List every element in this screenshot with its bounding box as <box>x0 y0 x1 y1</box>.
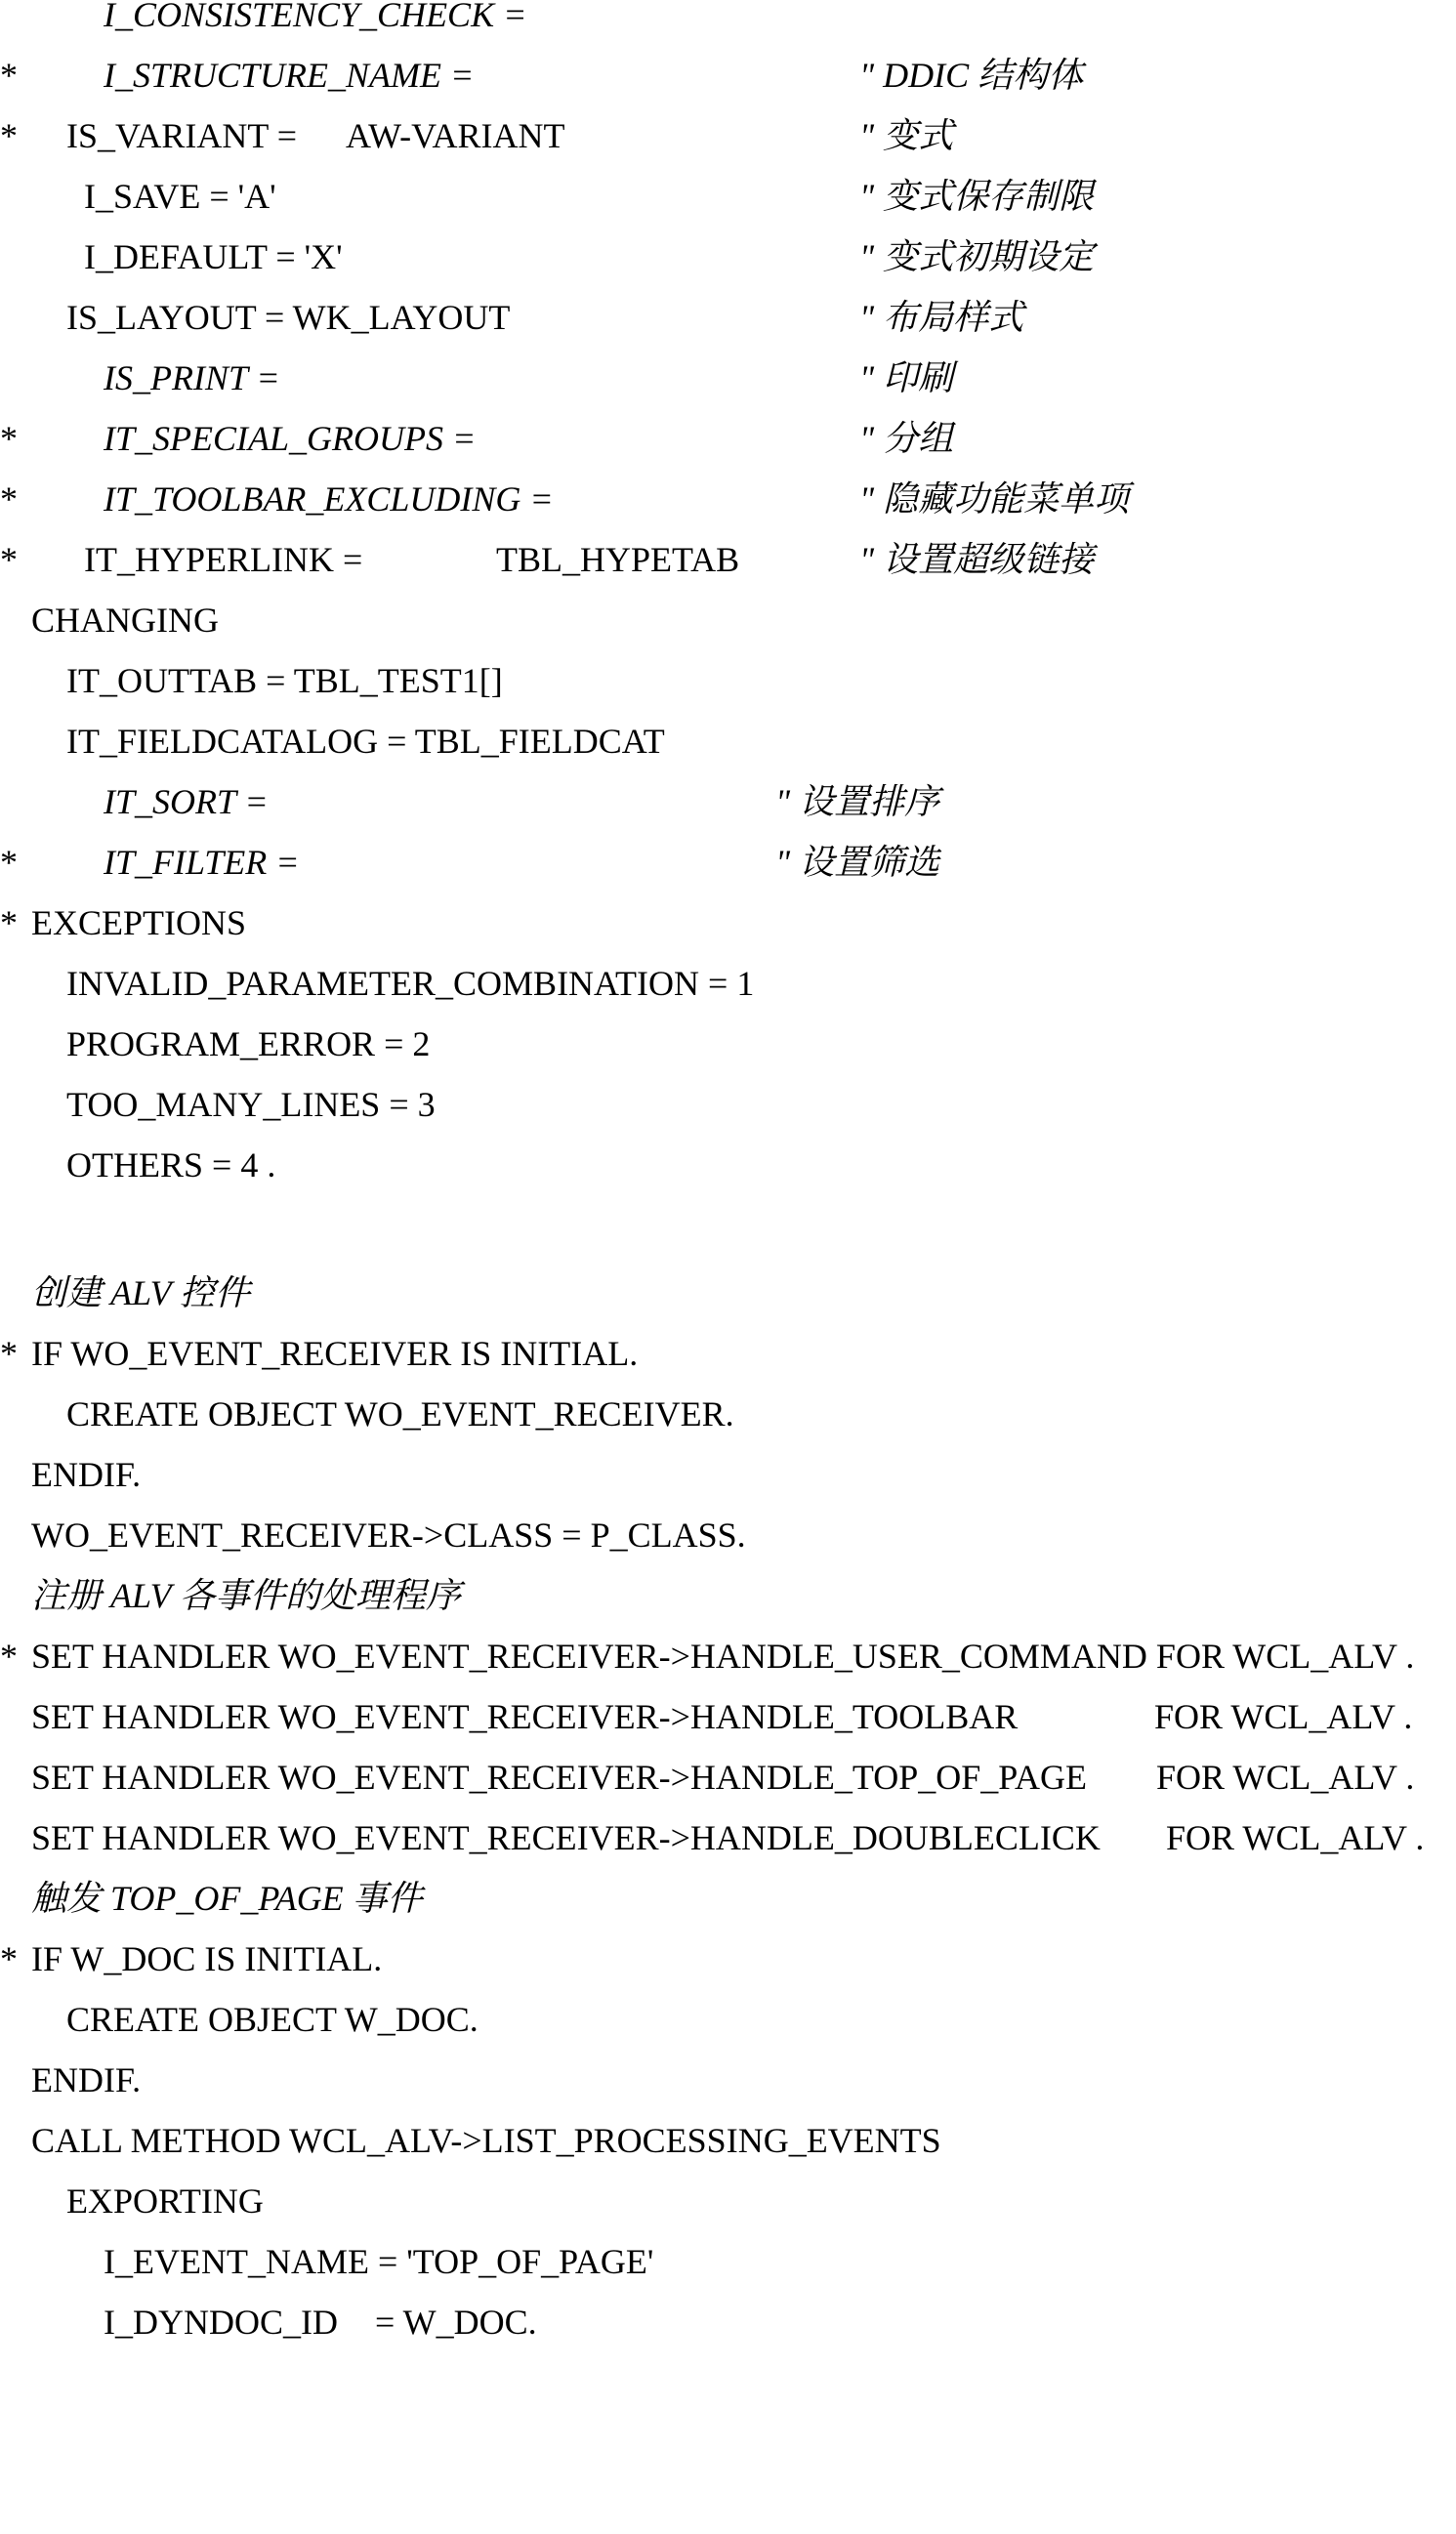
code-line <box>0 1074 1456 1135</box>
code-text: I_SAVE = 'A' <box>84 177 276 216</box>
code-text: I_CONSISTENCY_CHECK = <box>104 0 527 34</box>
code-line <box>0 893 1456 953</box>
comment-marker: * <box>0 116 18 155</box>
code-comment: " 设置超级链接 <box>859 540 1095 579</box>
comment-marker: * <box>0 1939 18 1978</box>
code-text: AW-VARIANT <box>346 116 565 155</box>
code-line <box>0 2231 1456 2292</box>
code-line <box>0 953 1456 1014</box>
code-line <box>0 1384 1456 1444</box>
code-text: IT_SPECIAL_GROUPS = <box>104 419 477 458</box>
code-comment: 注册 ALV 各事件的处理程序 <box>31 1576 462 1615</box>
code-line <box>0 590 1456 650</box>
code-text: INVALID_PARAMETER_COMBINATION = 1 <box>66 964 755 1003</box>
code-comment: " 布局样式 <box>859 298 1024 337</box>
comment-marker: * <box>0 1637 18 1676</box>
code-text: EXCEPTIONS <box>31 903 247 942</box>
code-line <box>0 1807 1456 1868</box>
comment-marker: * <box>0 419 18 458</box>
code-text: IT_FIELDCATALOG = TBL_FIELDCAT <box>66 722 665 761</box>
code-text: IT_TOOLBAR_EXCLUDING = <box>104 479 554 519</box>
comment-marker: * <box>0 56 18 95</box>
code-line <box>0 287 1456 348</box>
code-comment: " 变式初期设定 <box>859 237 1095 276</box>
comment-marker: * <box>0 479 18 519</box>
code-line <box>0 529 1456 590</box>
code-text: TOO_MANY_LINES = 3 <box>66 1085 436 1124</box>
code-text: IT_SORT = <box>104 782 269 821</box>
code-line <box>0 650 1456 711</box>
code-line <box>0 1014 1456 1074</box>
code-text: I_STRUCTURE_NAME = <box>104 56 475 95</box>
code-text: IF WO_EVENT_RECEIVER IS INITIAL. <box>31 1334 639 1373</box>
code-comment: " 隐藏功能菜单项 <box>859 479 1130 519</box>
code-line <box>0 227 1456 287</box>
code-line <box>0 2050 1456 2110</box>
code-line <box>0 1323 1456 1384</box>
code-text: SET HANDLER WO_EVENT_RECEIVER->HANDLE_USER_COMMAND FOR WCL_ALV . <box>31 1637 1415 1676</box>
code-text: IS_PRINT = <box>104 358 280 397</box>
code-text: FOR WCL_ALV . <box>1166 1818 1425 1857</box>
code-text: = W_DOC. <box>375 2303 537 2342</box>
code-text: ENDIF. <box>31 1455 142 1494</box>
code-text: SET HANDLER WO_EVENT_RECEIVER->HANDLE_TOOLBAR <box>31 1697 1019 1736</box>
code-comment: " DDIC 结构体 <box>859 56 1084 95</box>
code-line <box>0 1135 1456 1195</box>
comment-marker: * <box>0 843 18 882</box>
code-text: IS_LAYOUT = WK_LAYOUT <box>66 298 511 337</box>
code-line <box>0 105 1456 166</box>
code-text: I_EVENT_NAME = 'TOP_OF_PAGE' <box>104 2242 654 2281</box>
code-line <box>0 1444 1456 1505</box>
code-line <box>0 1747 1456 1807</box>
code-text: CALL METHOD WCL_ALV->LIST_PROCESSING_EVENTS <box>31 2121 941 2160</box>
code-text: CREATE OBJECT W_DOC. <box>66 2000 478 2039</box>
code-text: CHANGING <box>31 601 219 640</box>
code-comment: " 分组 <box>859 419 954 458</box>
code-text: CREATE OBJECT WO_EVENT_RECEIVER. <box>66 1394 734 1433</box>
code-line <box>0 1505 1456 1565</box>
code-text: IT_FILTER = <box>104 843 300 882</box>
code-line <box>0 1989 1456 2050</box>
code-text: PROGRAM_ERROR = 2 <box>66 1024 431 1063</box>
code-text: ENDIF. <box>31 2060 142 2099</box>
code-text: IT_HYPERLINK = <box>84 540 363 579</box>
code-text: OTHERS = 4 . <box>66 1145 276 1184</box>
code-text: FOR WCL_ALV . <box>1156 1758 1415 1797</box>
code-text: IF W_DOC IS INITIAL. <box>31 1939 383 1978</box>
comment-marker: * <box>0 1334 18 1373</box>
code-text: FOR WCL_ALV . <box>1154 1697 1413 1736</box>
code-comment: " 变式保存制限 <box>859 177 1095 216</box>
code-text: IT_OUTTAB = TBL_TEST1[] <box>66 661 503 700</box>
code-text: SET HANDLER WO_EVENT_RECEIVER->HANDLE_DOUBLECLICK <box>31 1818 1101 1857</box>
code-comment: 创建 ALV 控件 <box>31 1273 251 1312</box>
code-line <box>0 1686 1456 1747</box>
code-line <box>0 2171 1456 2231</box>
code-line <box>0 1929 1456 1989</box>
code-text: I_DYNDOC_ID <box>104 2303 338 2342</box>
code-text: IS_VARIANT = <box>66 116 298 155</box>
code-comment: " 变式 <box>859 116 954 155</box>
code-text: WO_EVENT_RECEIVER->CLASS = P_CLASS. <box>31 1516 746 1555</box>
code-line <box>0 1626 1456 1686</box>
code-comment: 触发 TOP_OF_PAGE 事件 <box>31 1879 423 1918</box>
code-comment: " 设置筛选 <box>775 843 940 882</box>
code-line <box>0 166 1456 227</box>
code-text: EXPORTING <box>66 2181 264 2221</box>
code-line <box>0 2110 1456 2171</box>
code-text: SET HANDLER WO_EVENT_RECEIVER->HANDLE_TOP_OF_PAGE <box>31 1758 1087 1797</box>
comment-marker: * <box>0 903 18 942</box>
code-line <box>0 711 1456 771</box>
code-line <box>0 2292 1456 2352</box>
comment-marker: * <box>0 540 18 579</box>
code-comment: " 设置排序 <box>775 782 940 821</box>
code-comment: " 印刷 <box>859 358 954 397</box>
code-text: I_DEFAULT = 'X' <box>84 237 343 276</box>
code-text: TBL_HYPETAB <box>496 540 740 579</box>
